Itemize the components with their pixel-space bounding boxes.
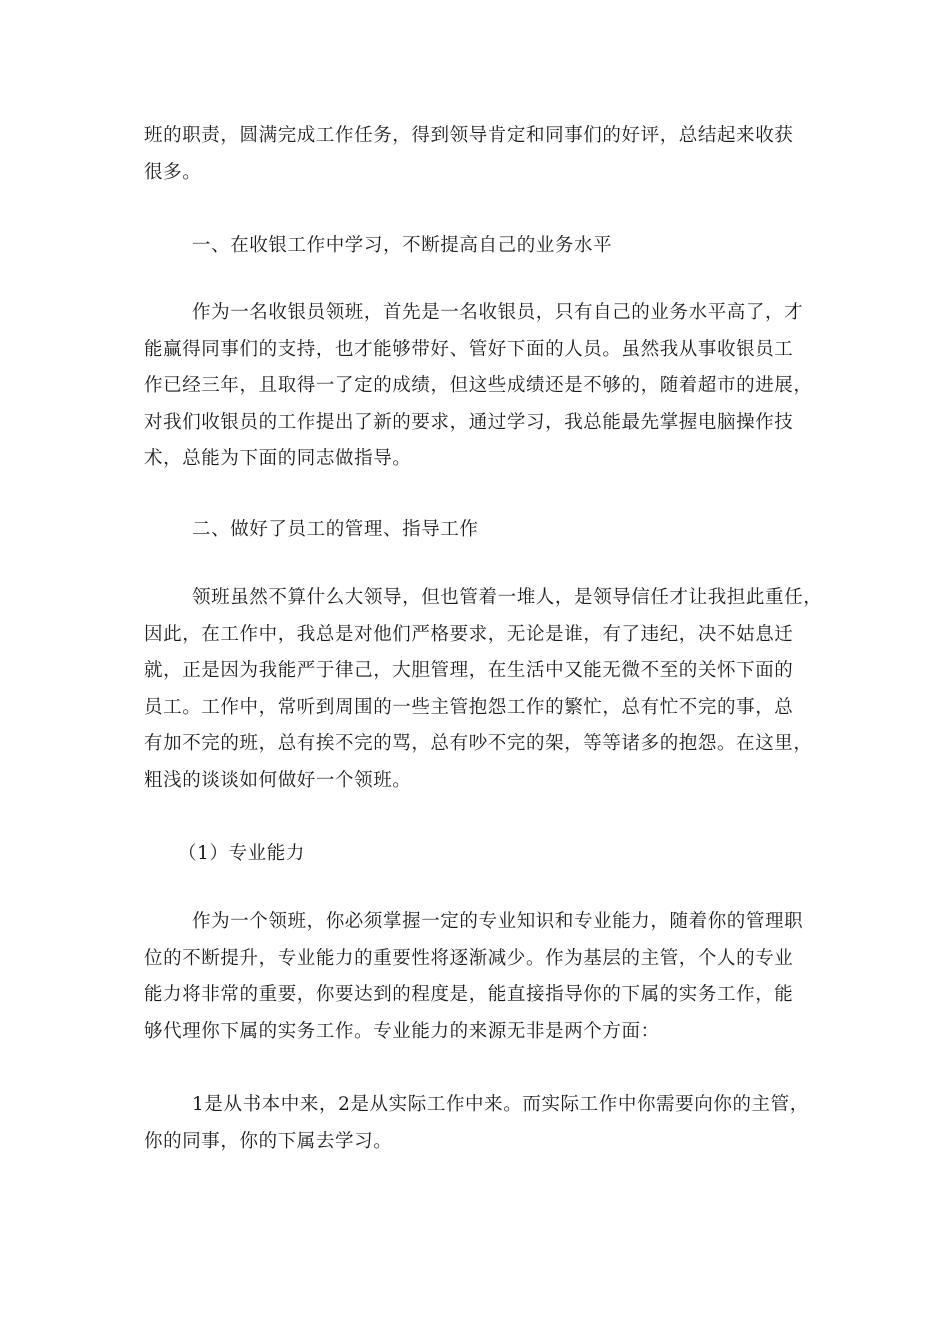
text-line: 术，总能为下面的同志做指导。 [144,448,412,469]
text-line: 作为一个领班，你必须掌握一定的专业知识和专业能力，随着你的管理职 [192,911,804,932]
paragraph-intro-continuation [144,118,830,191]
text-line: 粗浅的谈谈如何做好一个领班。 [144,769,412,791]
section-heading-2: 二、做好了员工的管理、指导工作 [192,519,479,540]
section-heading-1: 一、在收银工作中学习，不断提高自己的业务水平 [192,235,613,256]
text-line: 作已经三年，且取得一了定的成绩，但这些成绩还是不够的，随着超市的进展， [144,375,813,396]
paragraph-professional-ability [144,904,830,1050]
text-line: 能力将非常的重要，你要达到的程度是，能直接指导你的下属的实务工作，能 [144,984,794,1005]
text-line: 很多。 [144,161,202,183]
text-line: 班的职责，圆满完成工作任务，得到领导肯定和同事们的好评，总结起来收获 [144,125,794,146]
text-line: 1是从书本中来，2是从实际工作中来。而实际工作中你需要向你的主管， [192,1094,809,1115]
text-line: 领班虽然不算什么大领导，但也管着一堆人，是领导信任才让我担此重任， [192,587,823,608]
paragraph-section-1 [144,295,830,478]
text-line: 就，正是因为我能严于律己，大胆管理，在生活中又能无微不至的关怀下面的 [144,660,794,681]
text-line: 对我们收银员的工作提出了新的要求，通过学习，我总能最先掌握电脑操作技 [144,411,794,433]
paragraph-sources [144,1087,830,1160]
subsection-heading-professional-ability: （1）专业能力 [178,843,305,864]
paragraph-section-2 [144,580,830,799]
text-line: 有加不完的班，总有挨不完的骂，总有吵不完的架，等等诸多的抱怨。在这里， [144,733,813,754]
text-line: 够代理你下属的实务工作。专业能力的来源无非是两个方面： [144,1020,660,1042]
text-line: 员工。工作中，常听到周围的一些主管抱怨工作的繁忙，总有忙不完的事，总 [144,696,794,718]
text-line: 能赢得同事们的支持，也才能够带好、管好下面的人员。虽然我从事收银员工 [144,338,794,360]
text-line: 作为一名收银员领班，首先是一名收银员，只有自己的业务水平高了，才 [192,302,804,323]
text-line: 你的同事，你的下属去学习。 [144,1130,393,1152]
text-line: 位的不断提升，专业能力的重要性将逐渐减少。作为基层的主管，个人的专业 [144,947,794,969]
text-line: 因此，在工作中，我总是对他们严格要求，无论是谁，有了违纪，决不姑息迁 [144,623,794,645]
